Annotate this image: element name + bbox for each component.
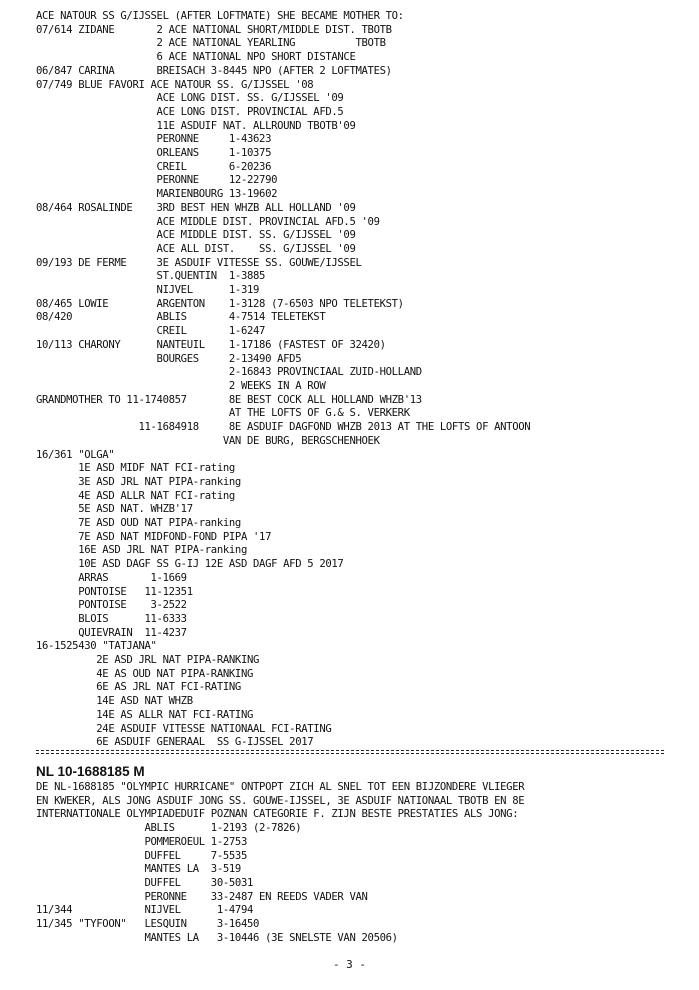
section-divider-top (36, 750, 664, 752)
section-text-block: DE NL-1688185 "OLYMPIC HURRICANE" ONTPOPT ZICH AL SNEL TOT EEN BIJZONDERE VLIEGER EN KWEKER, ALS JONG ASDUIF JONG SS. GOUWE-IJSSEL, 3E ASDUIF NATIONAAL TBOTB EN 8E INTERNATIONALE OLYMPIADEDUIF POZNAN CATEGORIE F. ZIJN BESTE PRESTATIES ALS JONG: ABLIS 1-2193 (2-7826) POMMEROEUL 1-2753 DUFFEL 7-5535 MANTES LA 3-519 DUFFEL 30-5031 PERONNE 33-2487 EN REEDS VADER VAN 11/344 NIJVEL 1-4794 11/345 "TYFOON" LESQUIN 3-16450 MANTES LA 3-10446 (3E SNELSTE VAN 20506) (36, 781, 525, 944)
pedigree-text-block: ACE NATOUR SS G/IJSSEL (AFTER LOFTMATE) SHE BECAME MOTHER TO: 07/614 ZIDANE 2 ACE NATIONAL SHORT/MIDDLE DIST. TBOTB 2 ACE NATIONAL YEARLING TBOTB 6 ACE NATIONAL NPO SHORT DISTANCE 06/847 CARINA BREISACH 3-8445 NPO (AFTER 2 LOFTMATES) 07/749 BLUE FAVORI ACE NATOUR SS. G/IJSSEL '08 ACE LONG DIST. SS. G/IJSSEL '09 ACE LONG DIST. PROVINCIAL AFD.5 11E ASDUIF NAT. ALLROUND TBOTB'09 PERONNE 1-43623 ORLEANS 1-10375 CREIL 6-20236 PERONNE 12-22790 MARIENBOURG 13-19602 08/464 ROSALINDE 3RD BEST HEN WHZB ALL HOLLAND '09 ACE MIDDLE DIST. PROVINCIAL AFD.5 '09 ACE MIDDLE DIST. SS. G/IJSSEL '09 ACE ALL DIST. SS. G/IJSSEL '09 09/193 DE FERME 3E ASDUIF VITESSE SS. GOUWE/IJSSEL ST.QUENTIN 1-3885 NIJVEL 1-319 08/465 LOWIE ARGENTON 1-3128 (7-6503 NPO TELETEKST) 08/420 ABLIS 4-7514 TELETEKST CREIL 1-6247 10/113 CHARONY NANTEUIL 1-17186 (FASTEST OF 32420) BOURGES 2-13490 AFD5 2-16843 PROVINCIAAL ZUID-HOLLAND 2 WEEKS IN A ROW GRANDMOTHER TO 11-1740857 8E BEST COCK ALL HOLLAND WHZB'13 AT THE LOFTS OF G.& S. VERKERK 11-1684918 8E ASDUIF DAGFOND WHZB 2013 AT THE LOFTS OF ANTOON VAN DE BURG, BERGSCHENHOEK 16/361 "OLGA" 1E ASD MIDF NAT FCI-rating 3E ASD JRL NAT PIPA-ranking 4E ASD ALLR NAT FCI-rating 5E ASD NAT. WHZB'17 7E ASD OUD NAT PIPA-ranking 7E ASD NAT MIDFOND-FOND PIPA '17 16E ASD JRL NAT PIPA-ranking 10E ASD DAGF SS G-IJ 12E ASD DAGF AFD 5 2017 ARRAS 1-1669 PONTOISE 11-12351 PONTOISE 3-2522 BLOIS 11-6333 QUIEVRAIN 11-4237 16-1525430 "TATJANA" 2E ASD JRL NAT PIPA-RANKING 4E AS OUD NAT PIPA-RANKING 6E AS JRL NAT FCI-RATING 14E ASD NAT WHZB 14E AS ALLR NAT FCI-RATING 24E ASDUIF VITESSE NATIONAAL FCI-RATING 6E ASDUIF GENERAAL SS G-IJSSEL 2017 (36, 10, 531, 749)
section-heading: NL 10-1688185 M (36, 764, 145, 779)
page-number: - 3 - (332, 958, 367, 971)
section-divider-bottom (36, 753, 664, 755)
